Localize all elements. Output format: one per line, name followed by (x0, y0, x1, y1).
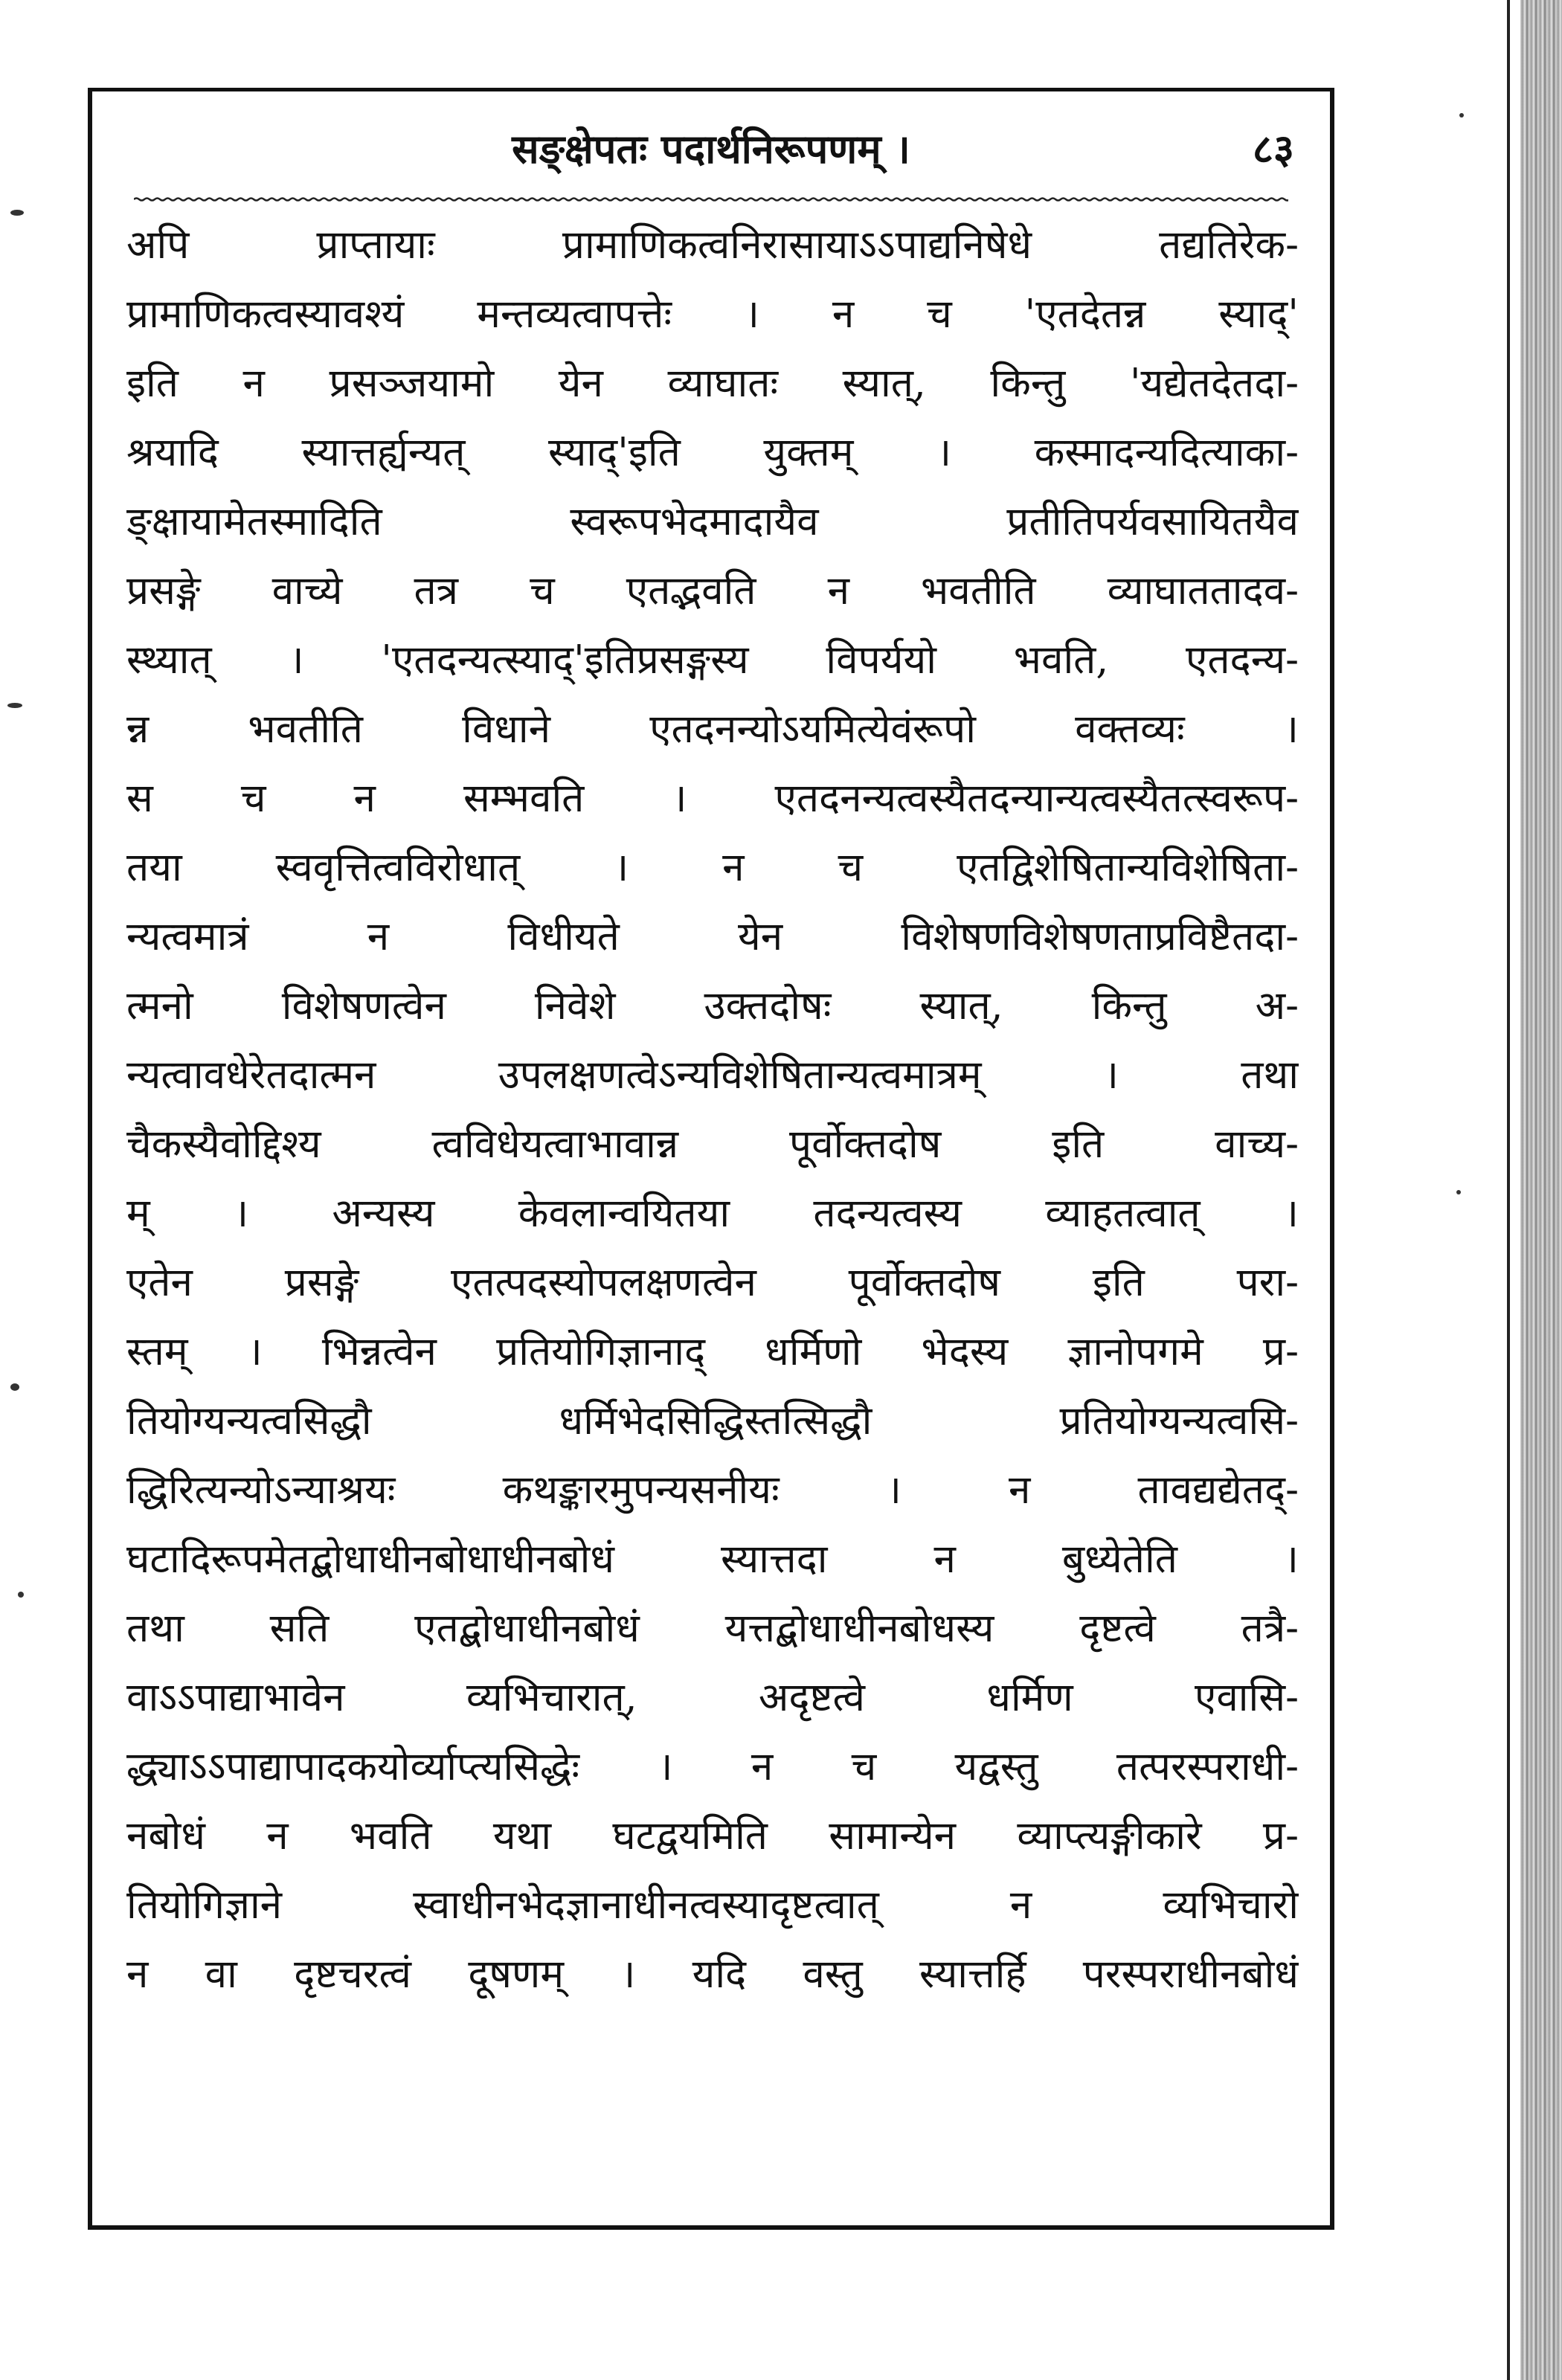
scan-speck (1459, 113, 1464, 118)
text-line: द्ध्याऽऽपाद्यापादकयोर्व्याप्त्यसिद्धेः । न च यद्वस्तु तत्परस्पराधी- (126, 1744, 1299, 1789)
text-line: न वा दृष्टचरत्वं दूषणम् । यदि वस्तु स्यात्तर्हि परस्पराधीनबोधं (126, 1952, 1299, 1997)
page-frame (88, 88, 1334, 2230)
text-line: प्रसङ्गे वाच्ये तत्र च एतद्भवति न भवतीति व्याघाततादव- (126, 568, 1299, 614)
text-line: स्तम् । भिन्नत्वेन प्रतियोगिज्ञानाद् धर्मिणो भेदस्य ज्ञानोपगमे प्र- (126, 1329, 1299, 1374)
scan-speck (10, 210, 24, 216)
text-line: तियोग्यन्यत्वसिद्धौ धर्मिभेदसिद्धिस्तत्सिद्धौ प्रतियोग्यन्यत्वसि- (126, 1398, 1299, 1444)
text-line: घटादिरूपमेतद्बोधाधीनबोधाधीनबोधं स्यात्तदा न बुध्येतेति । (126, 1537, 1299, 1582)
scan-speck (1456, 1190, 1461, 1194)
body-text (126, 210, 1299, 2009)
text-line: तियोगिज्ञाने स्वाधीनभेदज्ञानाधीनत्वस्यादृष्टत्वात् न व्यभिचारो (126, 1882, 1299, 1928)
text-line: नबोधं न भवति यथा घटद्वयमिति सामान्येन व्याप्त्यङ्गीकारे प्र- (126, 1813, 1299, 1859)
text-line: स च न सम्भवति । एतदनन्यत्वस्यैतदन्यान्यत्वस्यैतत्स्वरूप- (126, 776, 1299, 821)
text-line: ङ्क्षायामेतस्मादिति स्वरूपभेदमादायैव प्रतीतिपर्यवसायितयैव (126, 499, 1299, 544)
text-line: इति न प्रसञ्जयामो येन व्याघातः स्यात्, किन्तु 'यद्येतदेतदा- (126, 361, 1299, 406)
text-line: वाऽऽपाद्याभावेन व्यभिचारात्, अदृष्टत्वे धर्मिण एवासि- (126, 1675, 1299, 1720)
scan-speck (18, 1592, 24, 1598)
text-line: त्मनो विशेषणत्वेन निवेशे उक्तदोषः स्यात्, किन्तु अ- (126, 983, 1299, 1029)
wavy-rule-divider (134, 194, 1288, 205)
page-number: ८३ (1252, 125, 1294, 173)
text-line: तथा सति एतद्बोधाधीनबोधं यत्तद्बोधाधीनबोधस्य दृष्टत्वे तत्रै- (126, 1606, 1299, 1651)
text-line: न्यत्वावधेरेतदात्मन उपलक्षणत्वेऽन्यविशेषितान्यत्वमात्रम् । तथा (126, 1052, 1299, 1098)
text-line: चैकस्यैवोद्दिश्य त्वविधेयत्वाभावान्न पूर्वोक्तदोष इति वाच्य- (126, 1122, 1299, 1167)
text-line: अपि प्राप्तायाः प्रामाणिकत्वनिरासायाऽऽपाद्यनिषेधे तद्यतिरेक- (126, 222, 1299, 268)
text-line: श्रयादि स्यात्तर्ह्यन्यत् स्याद्'इति युक्तम् । कस्मादन्यदित्याका- (126, 430, 1299, 475)
text-line: म् । अन्यस्य केवलान्वयितया तदन्यत्वस्य व्याहतत्वात् । (126, 1191, 1299, 1236)
scan-speck (7, 703, 22, 708)
text-line: द्धिरित्यन्योऽन्याश्रयः कथङ्कारमुपन्यसनीयः । न तावद्यद्येतद्- (126, 1467, 1299, 1513)
text-line: प्रामाणिकत्वस्यावश्यं मन्तव्यत्वापत्तेः । न च 'एतदेतन्न स्याद्' (126, 292, 1299, 337)
text-line: न्यत्वमात्रं न विधीयते येन विशेषणविशेषणताप्रविष्टैतदा- (126, 914, 1299, 959)
text-line: एतेन प्रसङ्गे एतत्पदस्योपलक्षणत्वेन पूर्वोक्तदोष इति परा- (126, 1260, 1299, 1305)
text-line: न्न भवतीति विधाने एतदनन्योऽयमित्येवंरूपो वक्तव्यः । (126, 707, 1299, 752)
page-binding-edge (1520, 0, 1562, 2380)
page-header (92, 91, 1330, 181)
text-line: स्थ्यात् । 'एतदन्यत्स्याद्'इतिप्रसङ्गस्य विपर्ययो भवति, एतदन्य- (126, 637, 1299, 683)
text-line: तया स्ववृत्तित्वविरोधात् । न च एतद्विशेषितान्यविशेषिता- (126, 845, 1299, 890)
running-title: सङ्क्षेपतः पदार्थनिरूपणम् । (512, 125, 910, 173)
scan-speck (10, 1383, 19, 1391)
